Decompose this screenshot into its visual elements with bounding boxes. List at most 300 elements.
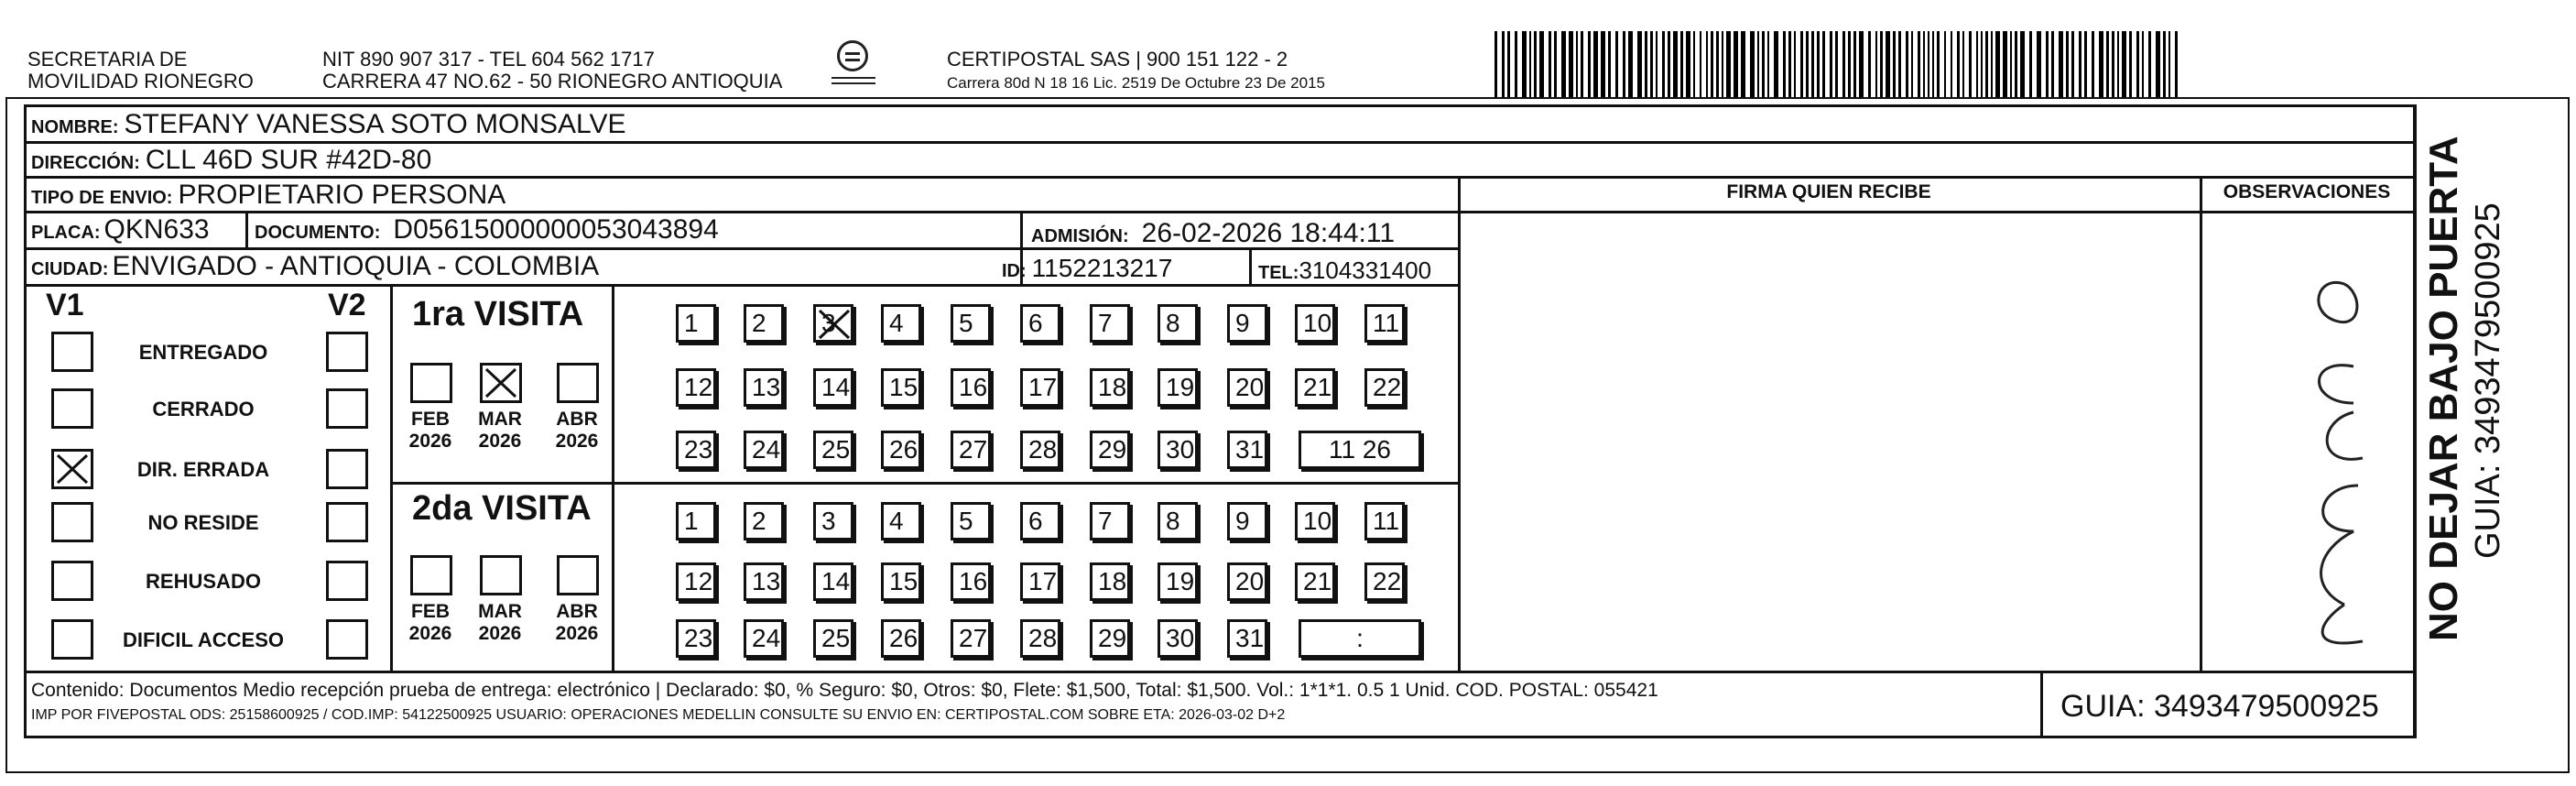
day-number: 4 xyxy=(889,507,904,535)
barcode-bar xyxy=(1932,31,1934,97)
document-label: DOCUMENTO: xyxy=(255,223,381,243)
day-number: 20 xyxy=(1235,373,1265,401)
status-v2-checkbox[interactable] xyxy=(326,332,368,372)
visit1-day-box[interactable] xyxy=(1158,304,1198,343)
barcode-bar xyxy=(2029,31,2032,97)
status-v2-checkbox[interactable] xyxy=(326,619,368,660)
day-number: 22 xyxy=(1373,567,1402,595)
visit2-day-box[interactable] xyxy=(813,619,853,658)
visit1-day-box[interactable] xyxy=(1090,304,1130,343)
visit2-month-label xyxy=(405,601,456,645)
visit1-day-box[interactable] xyxy=(1090,368,1130,407)
footer-guide: GUIA: 3493479500925 xyxy=(2060,689,2379,724)
day-number: 3 xyxy=(821,309,836,337)
address-label: DIRECCIÓN: xyxy=(31,153,140,173)
tel-label: TEL: xyxy=(1258,263,1299,283)
month-name: FEB xyxy=(411,601,450,622)
barcode-bar xyxy=(1757,31,1759,97)
visit1-day-box[interactable] xyxy=(813,368,853,407)
barcode-bar xyxy=(2175,31,2178,97)
barcode-bar xyxy=(2122,31,2126,97)
barcode-bar xyxy=(2066,31,2069,97)
visit1-day-box[interactable] xyxy=(813,431,853,469)
visit1-day-box[interactable] xyxy=(881,304,921,343)
barcode-bar xyxy=(1906,31,1908,97)
day-number: 12 xyxy=(684,373,713,401)
day-number: 31 xyxy=(1235,624,1265,652)
day-number: 13 xyxy=(752,567,781,595)
visit2-time-field[interactable]: : xyxy=(1299,619,1421,658)
barcode-bar xyxy=(2156,31,2160,97)
day-number: 22 xyxy=(1373,373,1402,401)
barcode-bar xyxy=(1898,31,1901,97)
barcode-bar xyxy=(1534,31,1537,97)
visit1-day-box[interactable] xyxy=(1020,304,1060,343)
visit2-month-checkbox[interactable] xyxy=(410,555,452,595)
day-number: 20 xyxy=(1235,567,1265,595)
month-year: 2026 xyxy=(408,431,452,452)
barcode-bar xyxy=(2051,31,2054,97)
month-name: MAR xyxy=(478,409,522,430)
day-number: 23 xyxy=(684,435,713,464)
day-number: 8 xyxy=(1166,507,1180,535)
visit1-day-box[interactable] xyxy=(1020,431,1060,469)
barcode-bar xyxy=(1722,31,1723,97)
day-number: 16 xyxy=(959,567,988,595)
visit1-day-box[interactable] xyxy=(1227,431,1267,469)
visit2-day-box[interactable] xyxy=(1158,562,1198,601)
barcode-bar xyxy=(1741,31,1745,97)
day-number: 31 xyxy=(1235,435,1265,464)
side-notice: NO DEJAR BAJO PUERTA xyxy=(2421,136,2466,641)
visit2-day-box[interactable] xyxy=(813,562,853,601)
city: ENVIGADO - ANTIOQUIA - COLOMBIA xyxy=(112,251,600,281)
visit2-day-box[interactable] xyxy=(1295,562,1335,601)
status-v1-checkbox[interactable] xyxy=(51,561,93,601)
visit2-day-box[interactable] xyxy=(1158,502,1198,540)
barcode-bar xyxy=(2010,31,2012,97)
barcode-bar xyxy=(1774,31,1778,97)
footer-imp-line: IMP POR FIVEPOSTAL ODS: 25158600925 / COD.IMP: 54122500925 USUARIO: OPERACIONES MEDELLIN CONSULTE SU ENVIO EN: CERTIPOSTAL.COM SOBRE ETA: 2026-03-02 D+2 xyxy=(31,707,1286,723)
status-v2-checkbox[interactable] xyxy=(326,502,368,542)
day-number: 23 xyxy=(684,624,713,652)
status-v2-checkbox[interactable] xyxy=(326,388,368,429)
month-year: 2026 xyxy=(478,431,522,452)
sender-address: CARRERA 47 NO.62 - 50 RIONEGRO ANTIOQUIA xyxy=(322,70,783,93)
visit1-day-box[interactable] xyxy=(676,368,716,407)
visit2-title: 2da VISITA xyxy=(412,489,592,528)
status-label: REHUSADO xyxy=(146,570,261,593)
recipient-name: STEFANY VANESSA SOTO MONSALVE xyxy=(124,109,626,139)
visit2-day-box[interactable] xyxy=(1364,502,1405,540)
sender-name-line1: SECRETARIA DE xyxy=(27,48,188,71)
visit1-month-checkbox[interactable] xyxy=(410,363,452,403)
month-name: ABR xyxy=(556,409,598,430)
barcode-bar xyxy=(1976,31,1978,97)
barcode-bar xyxy=(1680,31,1683,97)
visit1-day-box[interactable] xyxy=(744,304,784,343)
barcode-bar xyxy=(1822,31,1825,97)
cell-divider xyxy=(1249,247,1252,284)
side-divider xyxy=(2414,104,2417,738)
barcode-bar xyxy=(1662,31,1665,97)
barcode-bar xyxy=(2168,31,2170,97)
barcode-bar xyxy=(1608,31,1611,97)
status-v1-checkbox[interactable] xyxy=(51,388,93,429)
barcode-bar xyxy=(1615,31,1618,97)
barcode-bar xyxy=(1880,31,1883,97)
day-number: 27 xyxy=(959,624,988,652)
status-v1-checkbox[interactable] xyxy=(51,619,93,660)
visit-divider xyxy=(390,482,1460,485)
day-number: 9 xyxy=(1235,507,1250,535)
barcode-bar xyxy=(2136,31,2139,97)
barcode-bar xyxy=(1507,31,1510,97)
visit1-day-box[interactable] xyxy=(1020,368,1060,407)
status-v1-checkbox[interactable] xyxy=(51,332,93,372)
visit2-day-box[interactable] xyxy=(1158,619,1198,658)
visit1-day-box[interactable] xyxy=(881,431,921,469)
visit2-day-box[interactable] xyxy=(951,619,991,658)
barcode-bar xyxy=(1581,31,1583,97)
month-name: MAR xyxy=(478,601,522,622)
barcode-bar xyxy=(1716,31,1719,97)
column-divider xyxy=(2200,176,2202,671)
visit2-month-label xyxy=(474,601,526,645)
footer-content-line: Contenido: Documentos Medio recepción prueba de entrega: electrónico | Declarado: $0, % Seguro: $0, Otros: $0, Flete: $1,500, Total: $1,500. Vol.: 1*1*1. 0.5 1 Unid. COD. POSTAL: 055421 xyxy=(31,680,1658,701)
barcode-bar xyxy=(2003,31,2007,97)
status-divider xyxy=(390,284,393,671)
barcode-bar xyxy=(1700,31,1701,97)
footer-divider xyxy=(24,671,2416,673)
barcode-bar xyxy=(1848,31,1851,97)
barcode-bar xyxy=(1734,31,1738,97)
barcode-bar xyxy=(1686,31,1690,97)
day-number: 15 xyxy=(889,567,918,595)
month-year: 2026 xyxy=(478,623,522,644)
barcode-bar xyxy=(1522,31,1527,97)
visit1-month-label xyxy=(405,409,456,453)
barcode-bar xyxy=(1645,31,1647,97)
status-label: DIR. ERRADA xyxy=(136,458,270,481)
visit2-day-box[interactable] xyxy=(881,619,921,658)
barcode-bar xyxy=(2129,31,2132,97)
day-number: 9 xyxy=(1235,309,1250,337)
admission-row xyxy=(1031,218,1395,252)
barcode-bar xyxy=(2059,31,2063,97)
name-label: NOMBRE: xyxy=(31,117,119,137)
address-row xyxy=(31,145,431,179)
visit1-day-box[interactable] xyxy=(1158,368,1198,407)
barcode-bar xyxy=(1569,31,1573,97)
barcode-bar xyxy=(1783,31,1786,97)
visit2-day-box[interactable] xyxy=(881,502,921,540)
barcode-bar xyxy=(1549,31,1551,97)
day-number: 11 xyxy=(1373,507,1400,535)
carrier-logo-icon xyxy=(837,40,868,71)
carrier-logo-wordmark-icon xyxy=(831,77,875,84)
visit2-day-box[interactable] xyxy=(1227,502,1267,540)
day-number: 26 xyxy=(889,435,918,464)
visit1-day-box[interactable] xyxy=(1295,368,1335,407)
visit2-month-checkbox[interactable] xyxy=(480,555,522,595)
visit1-title: 1ra VISITA xyxy=(412,295,584,333)
visit2-day-box[interactable] xyxy=(1227,619,1267,658)
visit1-day-box[interactable] xyxy=(881,368,921,407)
day-number: 14 xyxy=(821,567,851,595)
tel-row xyxy=(1258,255,1431,289)
day-number: 24 xyxy=(752,435,781,464)
visit2-day-box[interactable] xyxy=(1227,562,1267,601)
footer-cell-divider xyxy=(2040,671,2043,738)
barcode-bar xyxy=(1800,31,1803,97)
barcode-bar xyxy=(1561,31,1566,97)
barcode-bar xyxy=(1656,31,1658,97)
visit1-day-box[interactable] xyxy=(951,431,991,469)
status-label: NO RESIDE xyxy=(147,511,259,534)
recipient-address: CLL 46D SUR #42D-80 xyxy=(145,145,432,175)
visit1-time-field[interactable]: 11 26 xyxy=(1299,431,1421,469)
visit2-day-box[interactable] xyxy=(951,562,991,601)
barcode-bar xyxy=(1981,31,1983,97)
day-number: 30 xyxy=(1166,624,1195,652)
barcode-bar xyxy=(1868,31,1871,97)
barcode-bar xyxy=(2079,31,2081,97)
sender-name-line2: MOVILIDAD RIONEGRO xyxy=(27,70,254,93)
visit1-day-box[interactable] xyxy=(951,304,991,343)
day-number: 19 xyxy=(1166,373,1195,401)
day-number: 13 xyxy=(752,373,781,401)
visit2-day-box[interactable] xyxy=(1295,502,1335,540)
day-number: 26 xyxy=(889,624,918,652)
barcode-bar xyxy=(1886,31,1890,97)
visit2-day-box[interactable] xyxy=(676,619,716,658)
day-number: 4 xyxy=(889,309,904,337)
visit2-day-box[interactable] xyxy=(951,502,991,540)
visit1-day-box[interactable] xyxy=(813,304,853,343)
visit2-day-box[interactable] xyxy=(1090,619,1130,658)
day-number: 2 xyxy=(752,507,766,535)
header-divider xyxy=(1458,211,2416,213)
day-number: 19 xyxy=(1166,567,1195,595)
barcode-bar xyxy=(1693,31,1695,97)
barcode-bar xyxy=(1637,31,1642,97)
signature-scribble-icon xyxy=(2207,257,2408,660)
barcode-bar xyxy=(1969,31,1972,97)
visit2-day-box[interactable] xyxy=(676,502,716,540)
visit1-day-box[interactable] xyxy=(1364,304,1405,343)
visit1-month-checkbox[interactable] xyxy=(480,363,522,403)
barcode-bar xyxy=(1893,31,1896,97)
day-number: 25 xyxy=(821,435,851,464)
barcode-bar xyxy=(1995,31,2000,97)
day-number: 28 xyxy=(1028,435,1058,464)
visit2-day-box[interactable] xyxy=(744,562,784,601)
day-number: 16 xyxy=(959,373,988,401)
status-v1-checkbox[interactable] xyxy=(51,449,93,489)
barcode-bar xyxy=(1673,31,1678,97)
shipment-type: PROPIETARIO PERSONA xyxy=(178,180,506,210)
barcode-bar xyxy=(2015,31,2017,97)
visit1-day-box[interactable] xyxy=(1090,431,1130,469)
month-year: 2026 xyxy=(555,431,599,452)
column-divider xyxy=(1458,176,1461,671)
visit-divider-vertical xyxy=(612,284,614,671)
barcode-bar xyxy=(1918,31,1920,97)
day-number: 21 xyxy=(1303,373,1332,401)
visit2-day-box[interactable] xyxy=(1020,619,1060,658)
day-number: 8 xyxy=(1166,309,1180,337)
month-year: 2026 xyxy=(555,623,599,644)
day-number: 7 xyxy=(1098,309,1113,337)
barcode-bar xyxy=(2163,31,2166,97)
visit1-day-box[interactable] xyxy=(676,304,716,343)
barcode-bar xyxy=(1985,31,1988,97)
visit2-month-label xyxy=(551,601,603,645)
signature-header: FIRMA QUIEN RECIBE xyxy=(1726,181,1931,202)
barcode-bar xyxy=(2071,31,2074,97)
day-number: 5 xyxy=(959,507,973,535)
visit1-day-box[interactable] xyxy=(1158,431,1198,469)
day-number: 14 xyxy=(821,373,851,401)
plate-label: PLACA: xyxy=(31,223,101,243)
barcode-bar xyxy=(1788,31,1791,97)
barcode-bar xyxy=(1962,31,1964,97)
document-row xyxy=(255,214,719,248)
barcode-bar xyxy=(2106,31,2109,97)
visit2-day-box[interactable] xyxy=(744,502,784,540)
barcode-bar xyxy=(1835,31,1838,97)
carrier-license: Carrera 80d N 18 16 Lic. 2519 De Octubre 23 De 2015 xyxy=(947,74,1325,92)
barcode-bar xyxy=(1539,31,1544,97)
status-label: CERRADO xyxy=(152,398,255,420)
barcode-bar xyxy=(1601,31,1605,97)
plate: QKN633 xyxy=(103,214,210,245)
barcode-bar xyxy=(1623,31,1625,97)
barcode-bar xyxy=(2020,31,2025,97)
visit2-day-box[interactable] xyxy=(1090,562,1130,601)
barcode-bar xyxy=(2148,31,2151,97)
barcode-bar xyxy=(2112,31,2114,97)
day-number: 21 xyxy=(1303,567,1332,595)
visit2-month-checkbox[interactable] xyxy=(557,555,599,595)
month-name: ABR xyxy=(556,601,598,622)
id-label: ID: xyxy=(1002,261,1027,281)
month-name: FEB xyxy=(411,409,450,430)
visit1-day-box[interactable] xyxy=(1295,304,1335,343)
visit2-day-box[interactable] xyxy=(1020,502,1060,540)
barcode-bar xyxy=(1830,31,1832,97)
barcode-bar xyxy=(1806,31,1809,97)
shipment-type-row xyxy=(31,180,505,213)
barcode-bar xyxy=(1711,31,1713,97)
visit2-day-box[interactable] xyxy=(881,562,921,601)
shipment-type-label: TIPO DE ENVIO: xyxy=(31,188,173,208)
barcode-bar xyxy=(2046,31,2049,97)
day-number: 18 xyxy=(1098,373,1127,401)
barcode-bar xyxy=(1588,31,1591,97)
visit2-day-box[interactable] xyxy=(1364,562,1405,601)
barcode-bar xyxy=(1767,31,1769,97)
barcode-bar xyxy=(1937,31,1940,97)
document-number: D05615000000053043894 xyxy=(393,214,719,245)
status-label: DIFICIL ACCESO xyxy=(122,628,284,651)
visit1-day-box[interactable] xyxy=(744,368,784,407)
barcode-bar xyxy=(1923,31,1925,97)
name-row xyxy=(31,109,626,143)
barcode-bar xyxy=(2092,31,2094,97)
barcode-bar xyxy=(1706,31,1708,97)
visit2-day-box[interactable] xyxy=(1020,562,1060,601)
side-guide: GUIA: 3493479500925 xyxy=(2469,202,2507,559)
day-number: 2 xyxy=(752,309,766,337)
visit1-day-box[interactable] xyxy=(951,368,991,407)
day-number: 12 xyxy=(684,567,713,595)
barcode-bar xyxy=(1726,31,1731,97)
visit1-day-box[interactable] xyxy=(744,431,784,469)
barcode-bar xyxy=(1668,31,1670,97)
status-v1-checkbox[interactable] xyxy=(51,502,93,542)
barcode xyxy=(1495,31,2183,97)
status-v2-checkbox[interactable] xyxy=(326,449,368,489)
visit2-day-box[interactable] xyxy=(744,619,784,658)
barcode-bar xyxy=(1944,31,1946,97)
barcode-bar xyxy=(1957,31,1960,97)
visit2-day-box[interactable] xyxy=(1090,502,1130,540)
day-number: 1 xyxy=(684,507,699,535)
sender-nit-tel: NIT 890 907 317 - TEL 604 562 1717 xyxy=(322,48,655,71)
barcode-bar xyxy=(1991,31,1993,97)
visit1-month-label xyxy=(551,409,603,453)
day-number: 11 xyxy=(1373,309,1400,337)
v1-label: V1 xyxy=(46,288,84,322)
visit1-day-box[interactable] xyxy=(1227,304,1267,343)
recipient-id: 1152213217 xyxy=(1031,254,1173,282)
carrier-name: CERTIPOSTAL SAS | 900 151 122 - 2 xyxy=(947,48,1288,71)
city-label: CIUDAD: xyxy=(31,259,109,279)
barcode-bar xyxy=(1951,31,1952,97)
barcode-bar xyxy=(2142,31,2144,97)
day-number: 6 xyxy=(1028,507,1043,535)
visit2-day-box[interactable] xyxy=(676,562,716,601)
day-number: 7 xyxy=(1098,507,1113,535)
visit2-day-box[interactable] xyxy=(813,502,853,540)
barcode-bar xyxy=(1817,31,1820,97)
day-number: 3 xyxy=(821,507,836,535)
visit1-day-box[interactable] xyxy=(1227,368,1267,407)
barcode-bar xyxy=(1859,31,1864,97)
day-number: 29 xyxy=(1098,435,1127,464)
barcode-bar xyxy=(1853,31,1856,97)
day-number: 18 xyxy=(1098,567,1127,595)
day-number: 10 xyxy=(1303,507,1332,535)
barcode-bar xyxy=(2117,31,2119,97)
barcode-bar xyxy=(1750,31,1755,97)
day-number: 27 xyxy=(959,435,988,464)
v2-label: V2 xyxy=(328,288,366,322)
visit1-day-box[interactable] xyxy=(1364,368,1405,407)
barcode-bar xyxy=(1875,31,1877,97)
cell-divider xyxy=(245,211,248,247)
visit1-month-label xyxy=(474,409,526,453)
barcode-bar xyxy=(1593,31,1598,97)
barcode-bar xyxy=(1502,31,1505,97)
barcode-bar xyxy=(1495,31,1497,97)
visit1-day-box[interactable] xyxy=(676,431,716,469)
visit1-month-checkbox[interactable] xyxy=(557,363,599,403)
plate-row xyxy=(31,214,210,248)
status-v2-checkbox[interactable] xyxy=(326,561,368,601)
